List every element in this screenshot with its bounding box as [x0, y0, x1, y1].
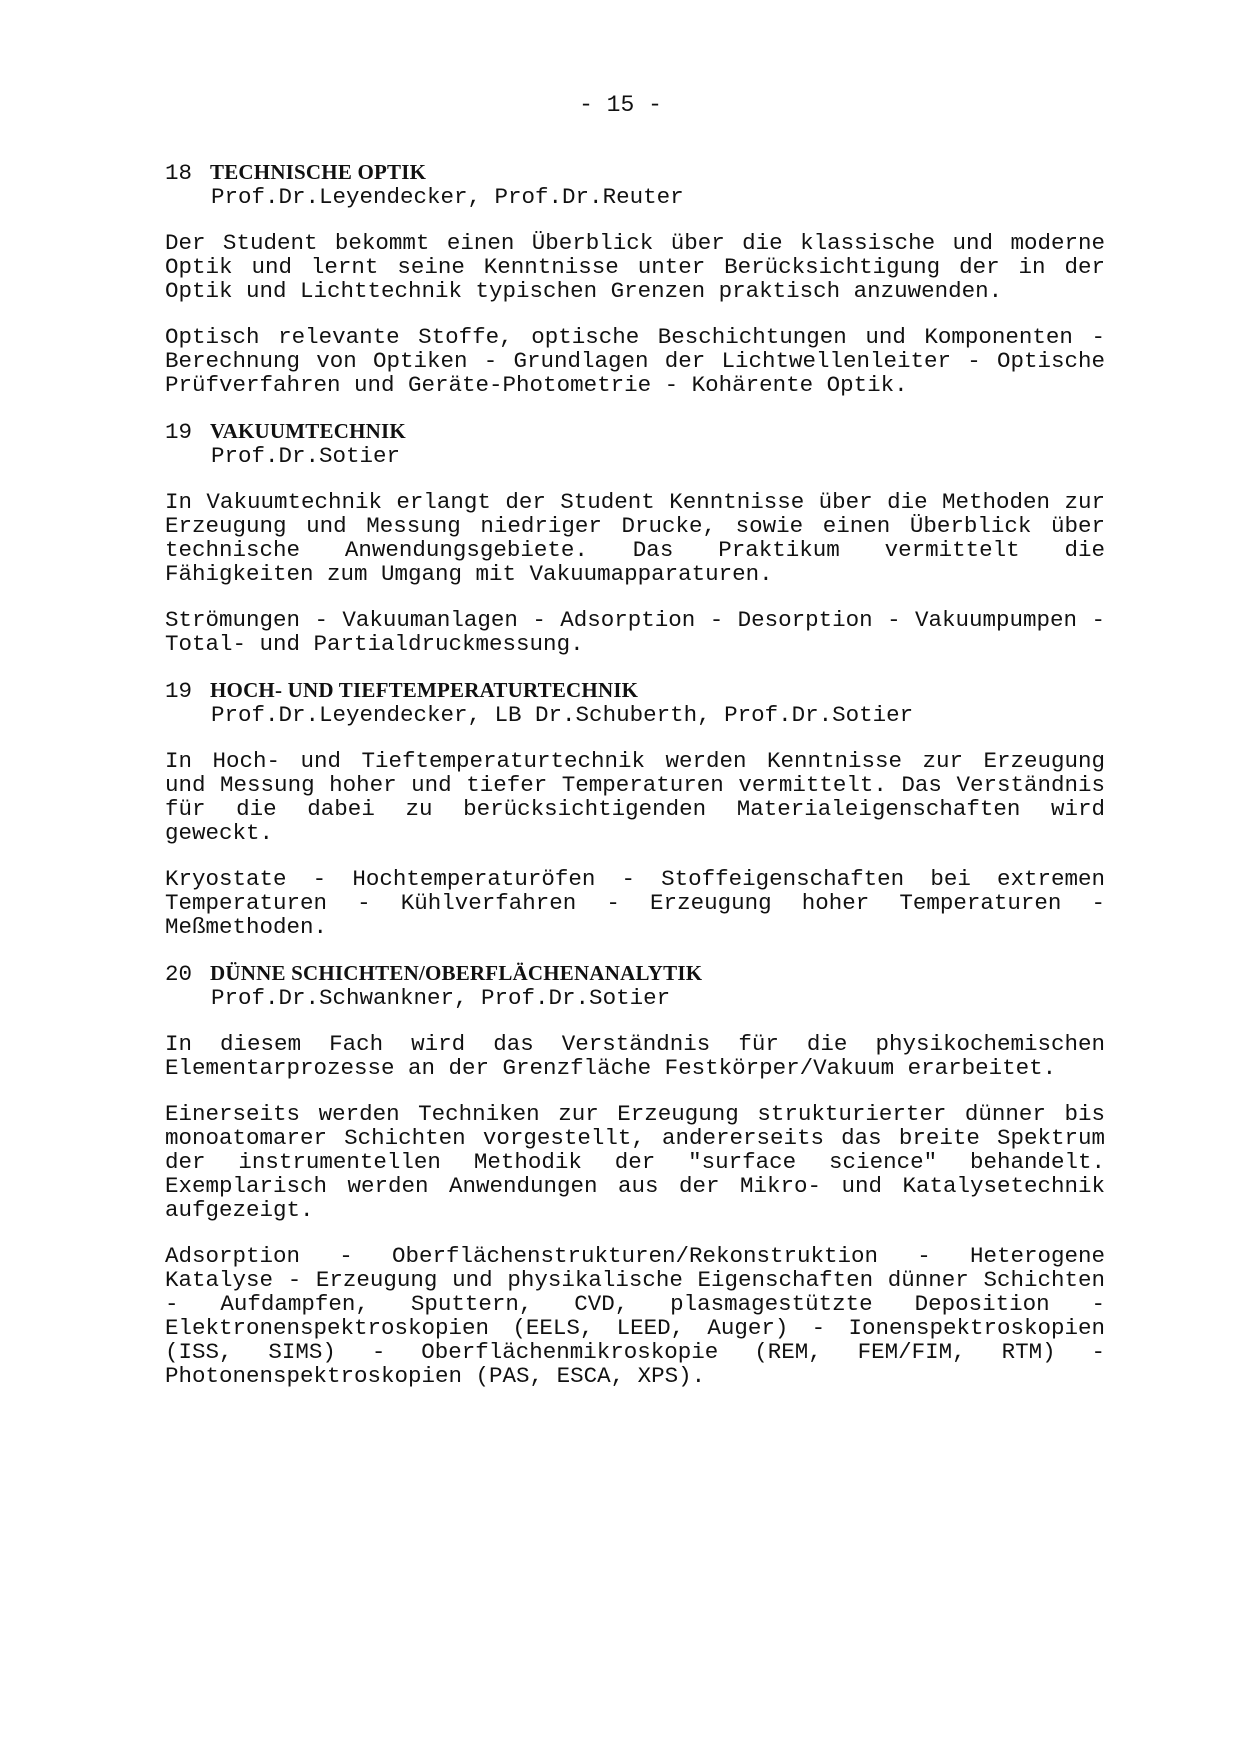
- section-number: 19: [165, 678, 193, 704]
- section-authors: Prof.Dr.Leyendecker, LB Dr.Schuberth, Prof.Dr.Sotier: [211, 702, 914, 728]
- section-paragraph: Adsorption - Oberflächenstrukturen/Rekonstruktion - Heterogene Katalyse - Erzeugung und physikalische Eigenschaften dünner Schichten - Aufdampfen, Sputtern, CVD, plasmagestützte Deposition - Elektronenspektroskopien (EELS, LEED, Auger) - Ionenspektroskopien (ISS, SIMS) - Oberflächenmikroskopie (REM, FEM/FIM, RTM) - Photonenspektroskopien (PAS, ESCA, XPS).: [165, 1243, 1105, 1389]
- page-content: [165, 160, 1105, 1410]
- section-technische-optik: [165, 160, 1105, 397]
- section-number: 19: [165, 419, 193, 445]
- section-paragraph: Kryostate - Hochtemperaturöfen - Stoffeigenschaften bei extremen Temperaturen - Kühlverfahren - Erzeugung hoher Temperaturen - Meßmethoden.: [165, 866, 1105, 940]
- section-hoch-und-tieftemperaturtechnik: [165, 678, 1105, 939]
- section-paragraph: In diesem Fach wird das Verständnis für die physikochemischen Elementarprozesse an der Grenzfläche Festkörper/Vakuum erarbeitet.: [165, 1031, 1105, 1081]
- section-paragraph: Strömungen - Vakuumanlagen - Adsorption - Desorption - Vakuumpumpen - Total- und Partialdruckmessung.: [165, 607, 1105, 657]
- section-authors: Prof.Dr.Leyendecker, Prof.Dr.Reuter: [211, 184, 684, 210]
- section-title: DÜNNE SCHICHTEN/OBERFLÄCHENANALYTIK: [210, 961, 703, 985]
- section-authors: Prof.Dr.Schwankner, Prof.Dr.Sotier: [211, 985, 671, 1011]
- section-vakuumtechnik: [165, 419, 1105, 656]
- section-authors: Prof.Dr.Sotier: [211, 443, 401, 469]
- section-paragraph: Einerseits werden Techniken zur Erzeugung strukturierter dünner bis monoatomarer Schichten vorgestellt, andererseits das breite Spektrum der instrumentellen Methodik der "surface science" behandelt. Exemplarisch werden Anwendungen aus der Mikro- und Katalysetechnik aufgezeigt.: [165, 1101, 1105, 1223]
- section-number: 20: [165, 961, 193, 987]
- section-heading: [165, 961, 1105, 986]
- section-paragraph: Der Student bekommt einen Überblick über die klassische und moderne Optik und lernt seine Kenntnisse unter Berücksichtigung der in der Optik und Lichttechnik typischen Grenzen praktisch anzuwenden.: [165, 230, 1105, 304]
- section-heading: [165, 419, 1105, 444]
- section-title: TECHNISCHE OPTIK: [210, 160, 427, 184]
- section-duenne-schichten: [165, 961, 1105, 1388]
- section-paragraph: In Vakuumtechnik erlangt der Student Kenntnisse über die Methoden zur Erzeugung und Messung niedriger Drucke, sowie einen Überblick über technische Anwendungsgebiete. Das Praktikum vermittelt die Fähigkeiten zum Umgang mit Vakuumapparaturen.: [165, 489, 1105, 587]
- section-title: VAKUUMTECHNIK: [210, 419, 406, 443]
- section-number: 18: [165, 160, 193, 186]
- page-number: - 15 -: [579, 92, 662, 118]
- section-title: HOCH- UND TIEFTEMPERATURTECHNIK: [210, 678, 639, 702]
- section-heading: [165, 678, 1105, 703]
- section-heading: [165, 160, 1105, 185]
- section-paragraph: Optisch relevante Stoffe, optische Beschichtungen und Komponenten - Berechnung von Optiken - Grundlagen der Lichtwellenleiter - Optische Prüfverfahren und Geräte-Photometrie - Kohärente Optik.: [165, 324, 1105, 398]
- section-paragraph: In Hoch- und Tieftemperaturtechnik werden Kenntnisse zur Erzeugung und Messung hoher und tiefer Temperaturen vermittelt. Das Verständnis für die dabei zu berücksichtigenden Materialeigenschaften wird geweckt.: [165, 748, 1105, 846]
